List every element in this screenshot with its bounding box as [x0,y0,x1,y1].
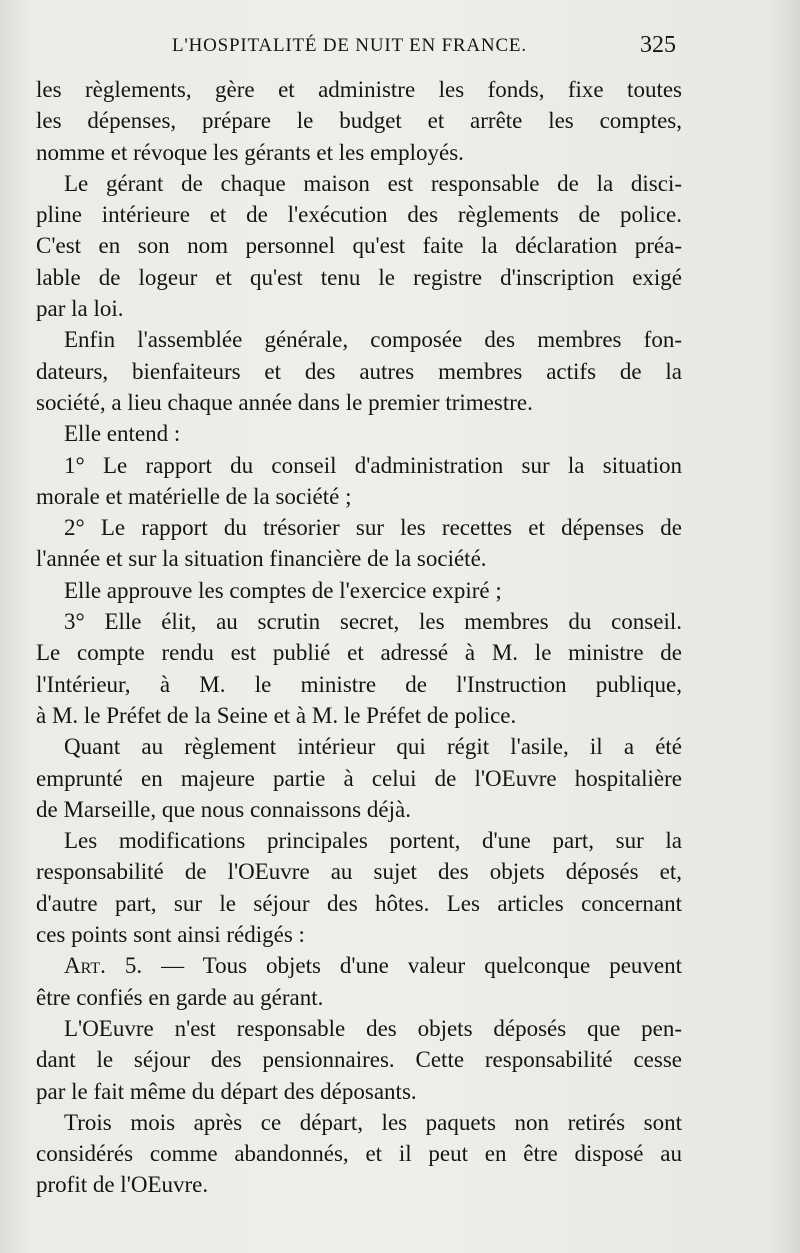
text-line: profit de l'OEuvre. [36,1172,209,1198]
text-line: Trois mois après ce départ, les paquets non retirés sont [64,1109,682,1135]
text-line: L'OEuvre n'est responsable des objets déposés que pen- [64,1015,682,1041]
text-line: les dépenses, prépare le budget et arrête les comptes, [36,108,682,134]
text-line: société, a lieu chaque année dans le premier trimestre. [36,389,533,415]
page-header [0,30,800,64]
text-line: Le gérant de chaque maison est responsable de la disci- [64,170,682,196]
text-line: l'Intérieur, à M. le ministre de l'Instruction publique, [36,671,682,697]
text-line: être confiés en garde au gérant. [36,984,324,1010]
text-line: pline intérieure et de l'exécution des règlements de police. [36,202,682,228]
text-line: à M. le Préfet de la Seine et à M. le Préfet de police. [36,702,517,728]
text-line: Quant au règlement intérieur qui régit l'asile, il a été [64,734,682,760]
text-line: Enfin l'assemblée générale, composée des membres fon- [64,327,682,353]
article-label: Art. [64,953,106,979]
text-line: Elle approuve les comptes de l'exercice expiré ; [64,577,502,603]
text-line: 3° Elle élit, au scrutin secret, les membres du conseil. [64,609,682,635]
text-line: par la loi. [36,296,124,322]
text-line: Art. 5. — Tous objets d'une valeur quelconque peuvent [64,953,682,979]
text-line: Elle entend : [64,421,181,447]
text-line: emprunté en majeure partie à celui de l'OEuvre hospitalière [36,765,682,791]
text-line: 2° Le rapport du trésorier sur les recettes et dépenses de [64,515,682,541]
text-line: dant le séjour des pensionnaires. Cette responsabilité cesse [36,1047,682,1073]
page-number: 325 [640,32,676,58]
text-line: morale et matérielle de la société ; [36,483,352,509]
text-line: C'est en son nom personnel qu'est faite la déclaration préa- [36,233,682,259]
text-line: Le compte rendu est publié et adressé à M. le ministre de [36,640,682,666]
text-line: par le fait même du départ des déposants. [36,1078,417,1104]
text-line: 1° Le rapport du conseil d'administration sur la situation [64,452,682,478]
text-line: nomme et révoque les gérants et les employés. [36,139,464,165]
text-line: de Marseille, que nous connaissons déjà. [36,796,411,822]
body-text [36,74,682,1201]
running-head: L'HOSPITALITÉ DE NUIT EN FRANCE. [172,35,527,56]
text-line: responsabilité de l'OEuvre au sujet des objets déposés et, [36,859,682,885]
text-line: considérés comme abandonnés, et il peut en être disposé au [36,1141,682,1167]
text-line: l'année et sur la situation financière de la société. [36,546,487,572]
text-line: les règlements, gère et administre les fonds, fixe toutes [36,77,682,102]
text-line: dateurs, bienfaiteurs et des autres membres actifs de la [36,358,682,384]
text-line: Les modifications principales portent, d'une part, sur la [64,828,682,854]
text-line: ces points sont ainsi rédigés : [36,922,305,948]
text-line: lable de logeur et qu'est tenu le registre d'inscription exigé [36,264,682,290]
text-line: d'autre part, sur le séjour des hôtes. Les articles concernant [36,890,682,916]
